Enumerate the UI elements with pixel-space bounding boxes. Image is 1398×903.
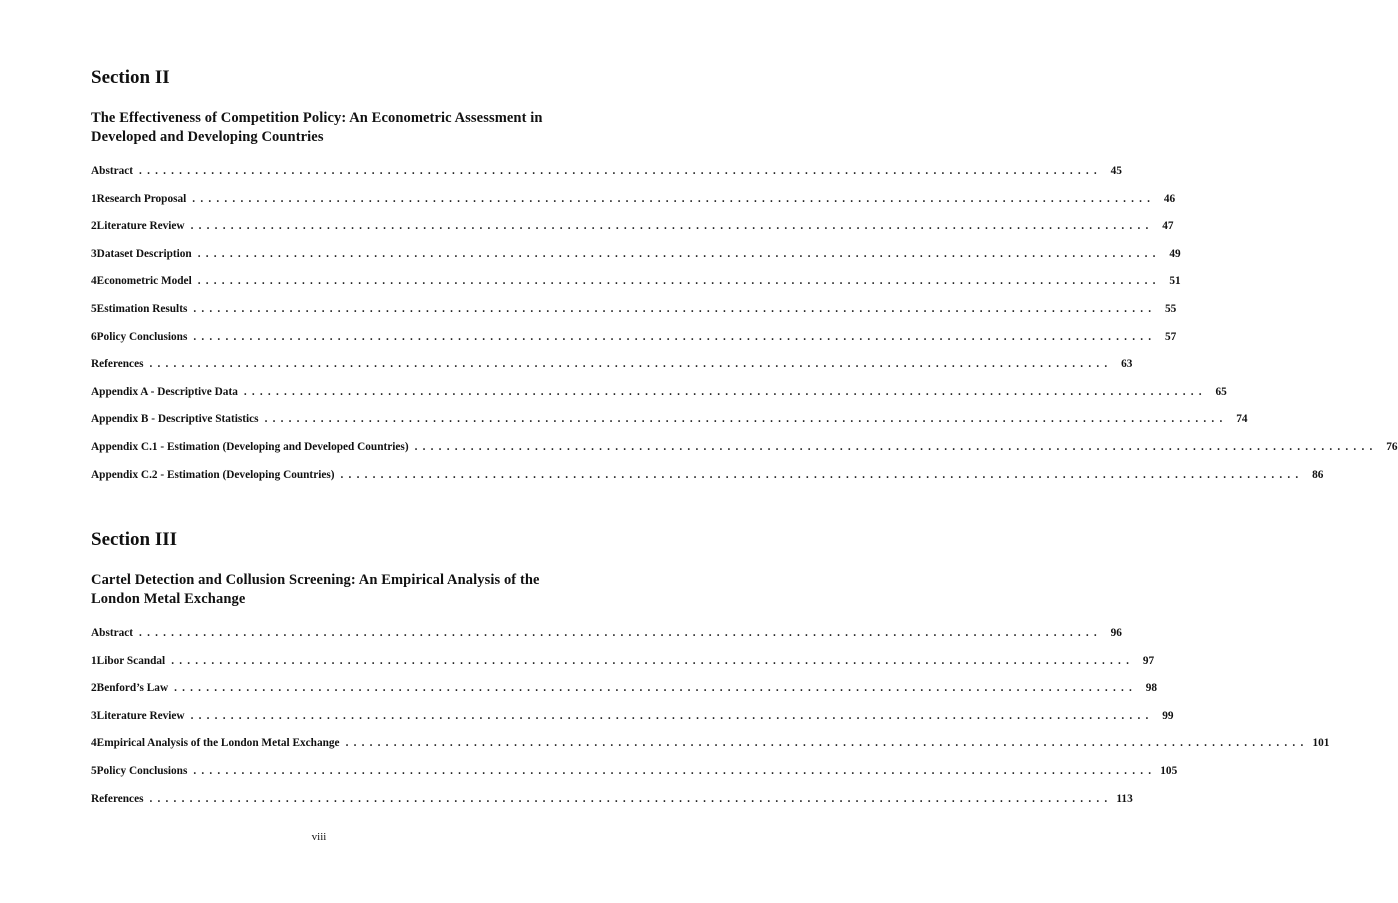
- dot-leader: ........................................................................................................................: [345, 737, 1309, 750]
- toc-entry[interactable]: [91, 330, 1177, 359]
- toc-list: [91, 165, 1398, 496]
- dot-leader: ........................................................................................................................: [197, 275, 1161, 288]
- toc-entry-label: Libor Scandal: [96, 654, 166, 667]
- dot-leader: ........................................................................................................................: [193, 330, 1157, 343]
- toc-entry[interactable]: [91, 654, 1155, 683]
- section-title: The Effectiveness of Competition Policy: An Econometric Assessment in Developed and Developing Countries: [91, 110, 543, 145]
- toc-entry[interactable]: [91, 440, 1398, 469]
- toc-entry[interactable]: [91, 682, 1158, 710]
- toc-entry-page: 101: [1312, 737, 1330, 750]
- toc-entry-page: 113: [1116, 792, 1133, 805]
- dot-leader: ........................................................................................................................: [193, 764, 1157, 777]
- dot-leader: ........................................................................................................................: [171, 654, 1135, 667]
- section-heading: Section III: [91, 529, 178, 550]
- toc-entry-label: Abstract: [91, 165, 134, 177]
- dot-leader: ........................................................................................................................: [414, 440, 1378, 453]
- page-number: viii: [311, 831, 327, 843]
- dot-leader: ........................................................................................................................: [149, 792, 1113, 805]
- toc-entry[interactable]: [91, 385, 1227, 414]
- dot-leader: ........................................................................................................................: [139, 165, 1102, 177]
- toc-entry-page: 99: [1162, 709, 1174, 722]
- toc-entry-page: 74: [1236, 413, 1248, 426]
- toc-entry[interactable]: [91, 468, 1324, 497]
- toc-entry-label: Appendix C.2 - Estimation (Developing Countries): [91, 468, 335, 481]
- toc-entry-number: 1: [91, 192, 97, 205]
- dot-leader: ........................................................................................................................: [264, 413, 1228, 426]
- toc-entry[interactable]: [91, 764, 1178, 793]
- toc-entry-label: Dataset Description: [96, 247, 192, 260]
- toc-entry[interactable]: [91, 358, 1133, 386]
- toc-entry[interactable]: [91, 709, 1174, 738]
- toc-entry-label: Estimation Results: [96, 302, 188, 315]
- toc-entry-number: 5: [91, 764, 97, 777]
- toc-entry-page: 65: [1215, 385, 1227, 398]
- toc-list: [91, 627, 1330, 820]
- toc-entry-number: 1: [91, 654, 97, 667]
- toc-entry-number: 2: [91, 682, 97, 695]
- toc-entry-page: 47: [1162, 220, 1174, 233]
- toc-entry[interactable]: [91, 275, 1181, 303]
- toc-entry-page: 46: [1163, 192, 1176, 205]
- toc-entry-number: 2: [91, 220, 97, 233]
- toc-entry-number: 6: [91, 330, 97, 343]
- toc-entry-label: Abstract: [91, 627, 134, 639]
- toc-entry-number: 4: [91, 737, 97, 750]
- toc-entry-label: Appendix A - Descriptive Data: [91, 385, 238, 398]
- toc-entry-label: Research Proposal: [96, 192, 187, 205]
- toc-entry-page: 97: [1142, 654, 1155, 667]
- dot-leader: ........................................................................................................................: [139, 627, 1102, 639]
- toc-entry-label: Literature Review: [96, 220, 185, 233]
- toc-entry[interactable]: [91, 302, 1177, 331]
- dot-leader: ........................................................................................................................: [197, 247, 1161, 260]
- toc-entry-label: Appendix B - Descriptive Statistics: [91, 413, 259, 426]
- toc-entry-page: 76: [1386, 440, 1398, 453]
- section-iii: [91, 526, 1330, 820]
- toc-entry-label: Appendix C.1 - Estimation (Developing and Developed Countries): [91, 440, 409, 453]
- toc-entry-label: References: [91, 792, 144, 805]
- dot-leader: ........................................................................................................................: [193, 302, 1157, 315]
- dot-leader: ........................................................................................................................: [192, 192, 1156, 205]
- toc-entry-page: 105: [1160, 764, 1178, 777]
- toc-entry-page: 49: [1169, 247, 1181, 260]
- toc-entry[interactable]: [91, 165, 1122, 193]
- toc-entry-label: Policy Conclusions: [96, 764, 188, 777]
- toc-entry-page: 51: [1169, 275, 1181, 288]
- toc-entry-label: References: [91, 358, 144, 371]
- toc-entry-page: 63: [1121, 358, 1133, 371]
- toc-entry-number: 5: [91, 302, 97, 315]
- section-ii: [91, 64, 1398, 496]
- toc-entry-label: Benford’s Law: [96, 682, 169, 695]
- dot-leader: ........................................................................................................................: [190, 220, 1154, 233]
- toc-entry-page: 96: [1110, 627, 1122, 639]
- dot-leader: ........................................................................................................................: [190, 709, 1154, 722]
- toc-entry[interactable]: [91, 247, 1181, 276]
- toc-entry-number: 4: [91, 275, 97, 288]
- toc-entry[interactable]: [91, 737, 1330, 765]
- toc-entry-page: 86: [1312, 468, 1324, 481]
- toc-entry[interactable]: [91, 192, 1176, 221]
- toc-entry[interactable]: [91, 220, 1174, 248]
- dot-leader: ........................................................................................................................: [340, 468, 1304, 481]
- toc-entry-page: 55: [1164, 302, 1177, 315]
- toc-entry-number: 3: [91, 247, 97, 260]
- dot-leader: ........................................................................................................................: [243, 385, 1207, 398]
- toc-entry[interactable]: [91, 413, 1248, 441]
- toc-entry-label: Policy Conclusions: [96, 330, 188, 343]
- toc-entry-label: Econometric Model: [96, 275, 192, 288]
- toc-entry-page: 57: [1164, 330, 1177, 343]
- toc-entry-label: Literature Review: [96, 709, 185, 722]
- toc-entry-number: 3: [91, 709, 97, 722]
- toc-entry[interactable]: [91, 627, 1122, 655]
- dot-leader: ........................................................................................................................: [149, 358, 1113, 371]
- toc-entry-label: Empirical Analysis of the London Metal Exchange: [96, 737, 340, 750]
- dot-leader: ........................................................................................................................: [174, 682, 1138, 695]
- toc-entry[interactable]: [91, 792, 1133, 821]
- toc-entry-page: 98: [1145, 682, 1158, 695]
- section-title: Cartel Detection and Collusion Screening: An Empirical Analysis of the London Metal Exchange: [91, 572, 540, 607]
- toc-entry-page: 45: [1110, 165, 1122, 177]
- section-heading: Section II: [91, 67, 170, 88]
